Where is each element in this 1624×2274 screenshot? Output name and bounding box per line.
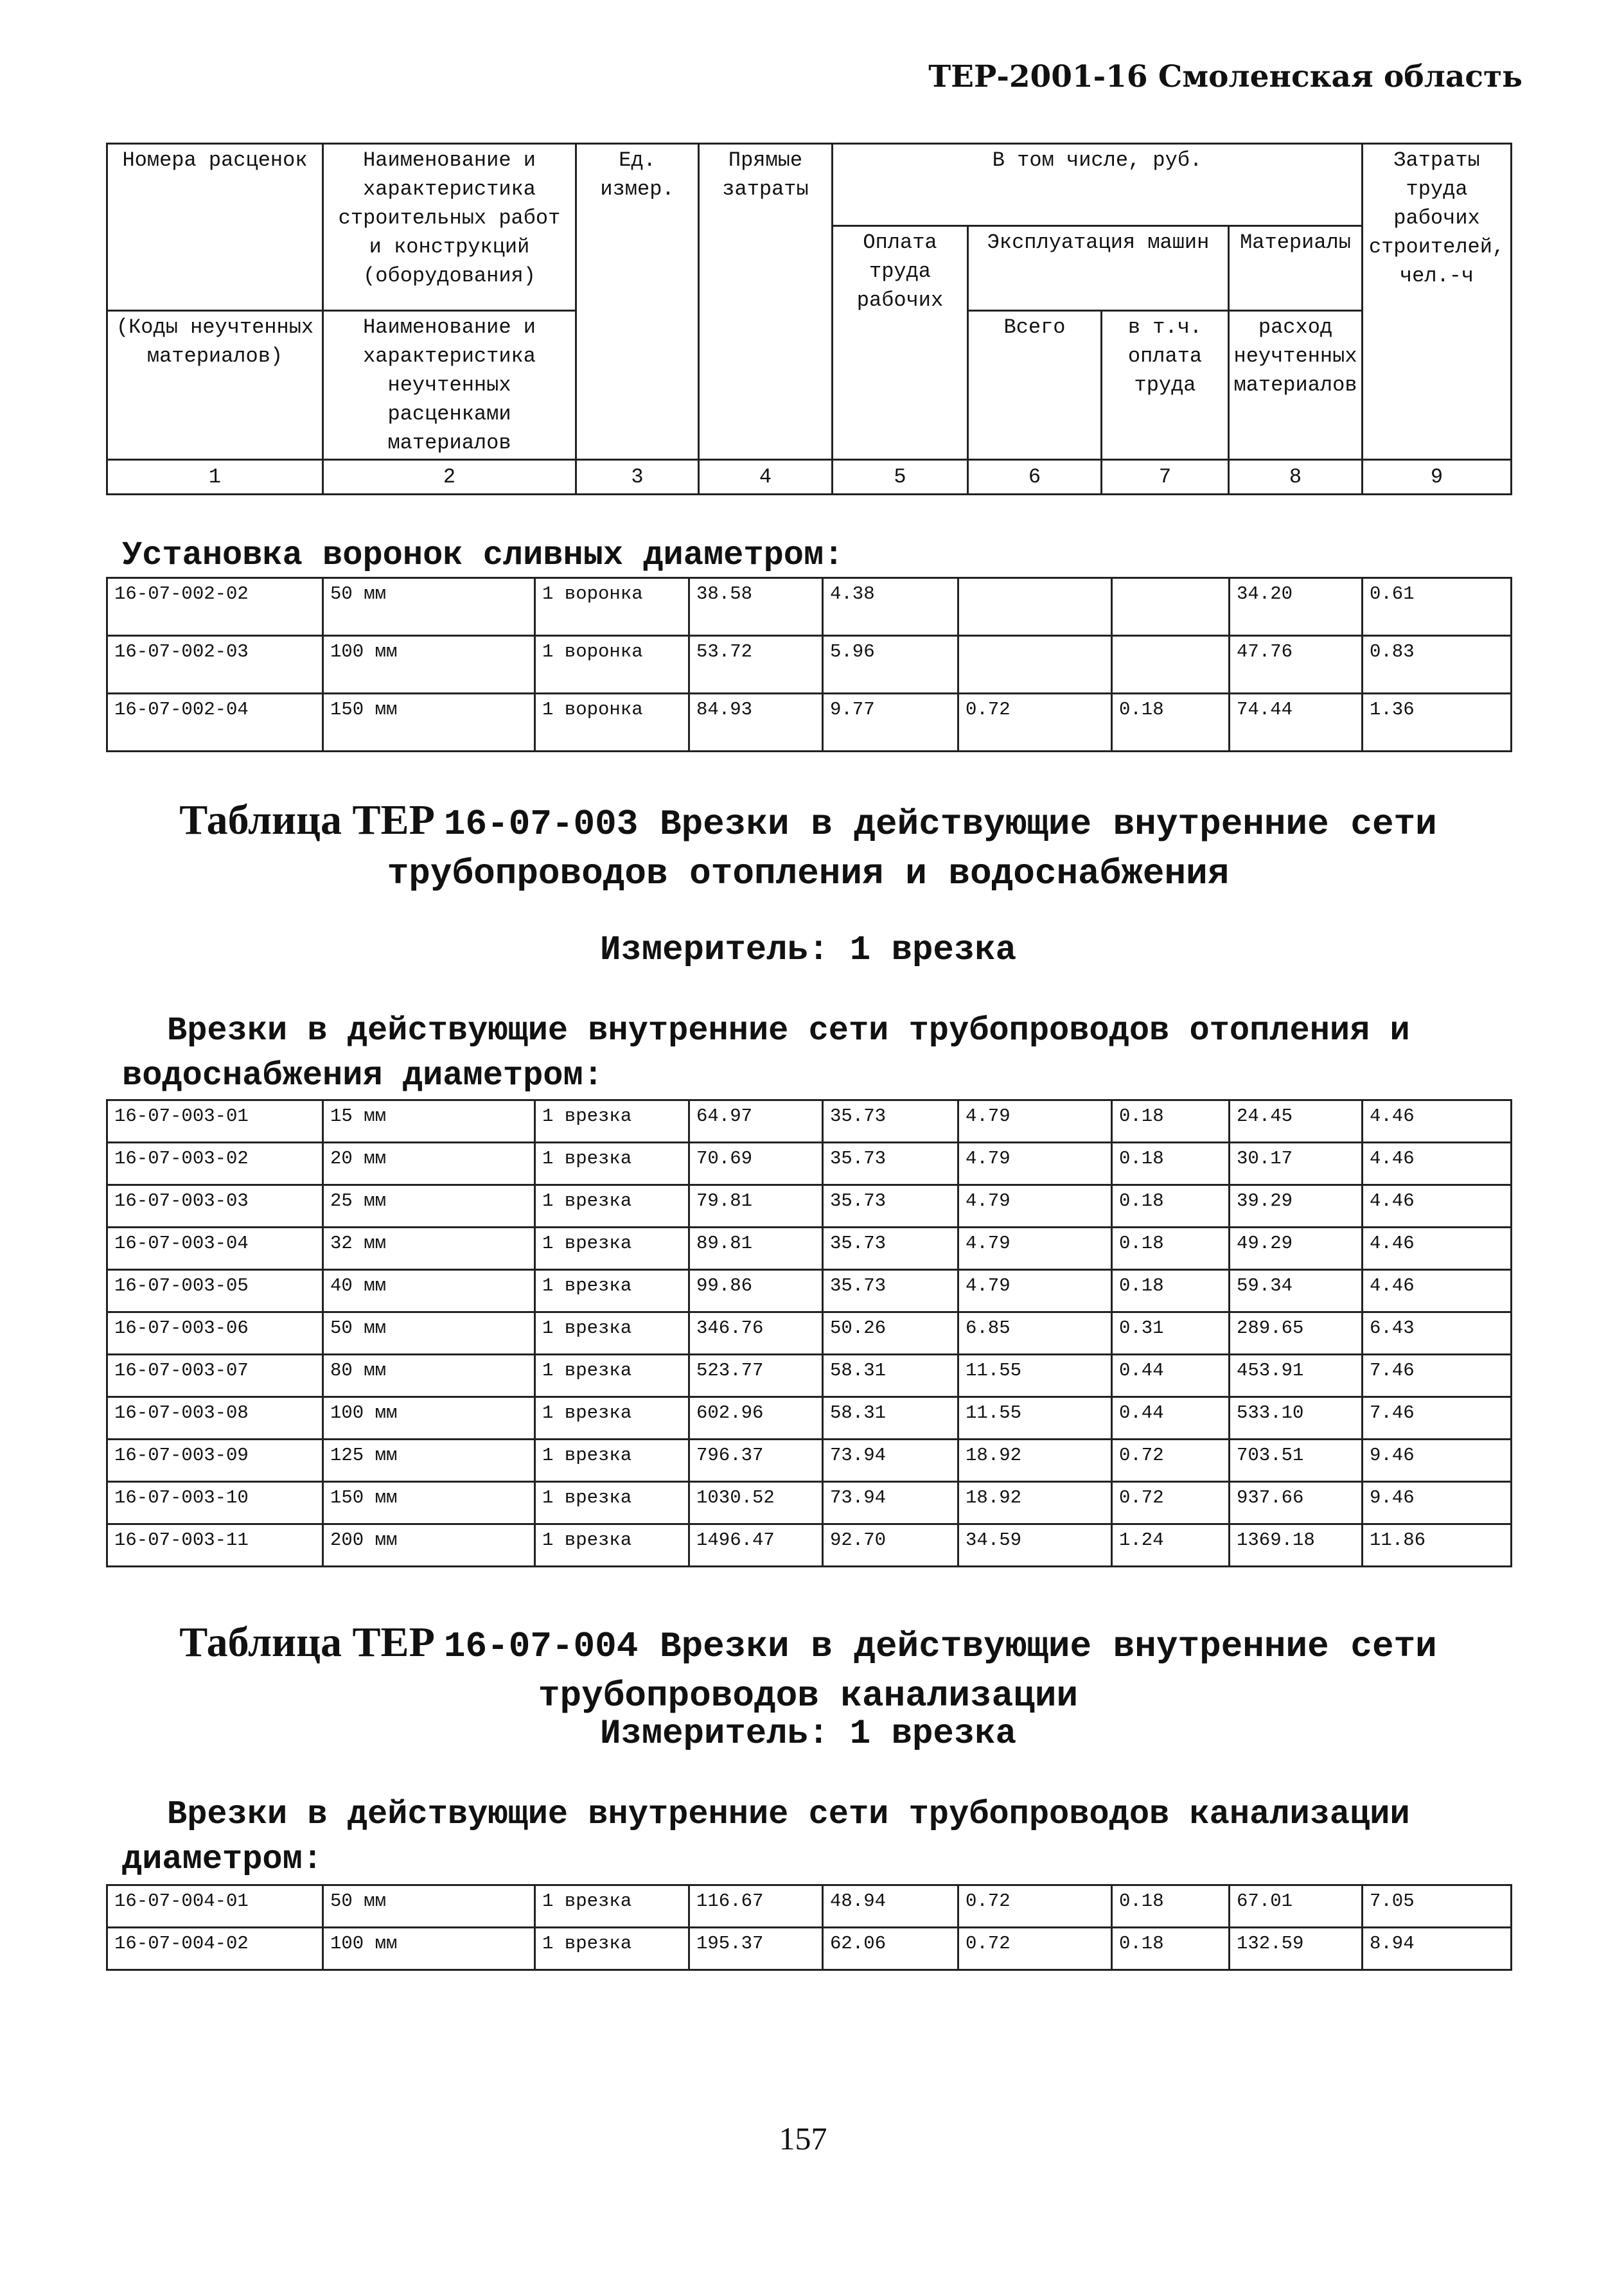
cell-machines-pay: 0.18 [1112, 1185, 1230, 1228]
table-title-prefix: Таблица ТЕР [179, 797, 435, 843]
cell-unit: 1 врезка [535, 1885, 689, 1928]
cell-machines-pay: 0.31 [1112, 1312, 1230, 1355]
col-number: 8 [1229, 460, 1363, 495]
cell-materials: 453.91 [1230, 1355, 1363, 1397]
header-rates-number: Номера расценок [107, 144, 323, 311]
cell-labor: 0.83 [1363, 636, 1512, 694]
cell-code: 16-07-003-04 [107, 1228, 323, 1270]
table-row [107, 1228, 1512, 1270]
cell-machines [958, 636, 1112, 694]
header-unaccounted-name: Наименование и характеристика неучтенных расценками материалов [323, 311, 576, 460]
cell-pay: 4.38 [823, 578, 958, 636]
header-machine-operation: Эксплуатация машин [968, 226, 1229, 311]
cell-code: 16-07-002-02 [107, 578, 323, 636]
header-unaccounted-consumption: расход неучтенных материалов [1229, 311, 1363, 460]
cell-machines: 4.79 [958, 1185, 1112, 1228]
table-row [107, 1482, 1512, 1524]
col-number: 5 [833, 460, 968, 495]
cell-machines-pay: 0.72 [1112, 1482, 1230, 1524]
table-row [107, 1397, 1512, 1440]
cell-materials: 24.45 [1230, 1100, 1363, 1143]
cell-unit: 1 воронка [535, 636, 689, 694]
table-meter: Измеритель: 1 врезка [599, 1714, 1017, 1754]
table-meter: Измеритель: 1 врезка [599, 931, 1017, 970]
cell-name: 32 мм [323, 1228, 535, 1270]
cell-labor: 0.61 [1363, 578, 1512, 636]
cell-code: 16-07-002-04 [107, 694, 323, 752]
cell-code: 16-07-003-10 [107, 1482, 323, 1524]
table-row [107, 1524, 1512, 1567]
cell-name: 100 мм [323, 1397, 535, 1440]
cell-pay: 5.96 [823, 636, 958, 694]
rates-table-002 [106, 577, 1512, 752]
cell-unit: 1 врезка [535, 1185, 689, 1228]
table-title-rest: 16-07-003 Врезки в действующие внутренние сети трубопроводов отопления и водоснабжения [387, 804, 1437, 894]
cell-labor: 6.43 [1363, 1312, 1512, 1355]
section-heading: Установка воронок сливных диаметром: [122, 536, 844, 574]
cell-machines: 0.72 [958, 1928, 1112, 1970]
cell-labor: 7.46 [1363, 1355, 1512, 1397]
cell-code: 16-07-003-08 [107, 1397, 323, 1440]
cell-name: 25 мм [323, 1185, 535, 1228]
table-title-rest: 16-07-004 Врезки в действующие внутренние сети трубопроводов канализации [443, 1626, 1437, 1716]
cell-code: 16-07-003-03 [107, 1185, 323, 1228]
cell-name: 20 мм [323, 1143, 535, 1185]
cell-direct: 70.69 [689, 1143, 823, 1185]
cell-materials: 34.20 [1230, 578, 1363, 636]
cell-machines-pay: 0.18 [1112, 1143, 1230, 1185]
cell-pay: 58.31 [823, 1397, 958, 1440]
cell-materials: 67.01 [1230, 1885, 1363, 1928]
cell-machines-pay: 0.44 [1112, 1355, 1230, 1397]
section-heading: Врезки в действующие внутренние сети трубопроводов отопления и водоснабжения диаметром: [122, 1012, 1410, 1095]
cell-pay: 35.73 [823, 1143, 958, 1185]
cell-materials: 49.29 [1230, 1228, 1363, 1270]
header-incl-labor-pay: в т.ч. оплата труда [1102, 311, 1229, 460]
col-number: 2 [323, 460, 576, 495]
cell-unit: 1 врезка [535, 1143, 689, 1185]
cell-machines-pay [1112, 636, 1230, 694]
cell-direct: 53.72 [689, 636, 823, 694]
col-number: 1 [107, 460, 323, 495]
cell-machines: 18.92 [958, 1440, 1112, 1482]
cell-direct: 84.93 [689, 694, 823, 752]
cell-machines: 11.55 [958, 1355, 1112, 1397]
cell-unit: 1 врезка [535, 1397, 689, 1440]
cell-direct: 1496.47 [689, 1524, 823, 1567]
cell-name: 15 мм [323, 1100, 535, 1143]
col-number: 6 [968, 460, 1102, 495]
cell-direct: 89.81 [689, 1228, 823, 1270]
col-number: 9 [1363, 460, 1512, 495]
cell-code: 16-07-003-11 [107, 1524, 323, 1567]
cell-pay: 35.73 [823, 1100, 958, 1143]
cell-direct: 64.97 [689, 1100, 823, 1143]
cell-machines-pay: 0.18 [1112, 694, 1230, 752]
cell-machines: 0.72 [958, 1885, 1112, 1928]
cell-machines-pay: 0.72 [1112, 1440, 1230, 1482]
cell-machines-pay: 0.18 [1112, 1928, 1230, 1970]
cell-labor: 4.46 [1363, 1228, 1512, 1270]
cell-pay: 35.73 [823, 1270, 958, 1312]
table-row [107, 1312, 1512, 1355]
cell-labor: 9.46 [1363, 1440, 1512, 1482]
cell-materials: 74.44 [1230, 694, 1363, 752]
table-row [107, 636, 1512, 694]
cell-labor: 4.46 [1363, 1270, 1512, 1312]
cell-materials: 533.10 [1230, 1397, 1363, 1440]
cell-materials: 132.59 [1230, 1928, 1363, 1970]
cell-pay: 50.26 [823, 1312, 958, 1355]
cell-pay: 92.70 [823, 1524, 958, 1567]
cell-pay: 9.77 [823, 694, 958, 752]
cell-machines: 34.59 [958, 1524, 1112, 1567]
table-title [106, 1619, 1510, 1720]
cell-name: 50 мм [323, 1312, 535, 1355]
cell-name: 200 мм [323, 1524, 535, 1567]
col-number: 3 [576, 460, 699, 495]
cell-unit: 1 врезка [535, 1270, 689, 1312]
cell-machines [958, 578, 1112, 636]
cell-direct: 346.76 [689, 1312, 823, 1355]
cell-machines: 11.55 [958, 1397, 1112, 1440]
section-heading: Врезки в действующие внутренние сети трубопроводов канализации диаметром: [122, 1795, 1410, 1878]
cell-machines: 4.79 [958, 1143, 1112, 1185]
rates-table-003 [106, 1099, 1512, 1567]
header-name-characteristic: Наименование и характеристика строительных работ и конструкций (оборудования) [323, 144, 576, 311]
page-number: 157 [779, 2120, 827, 2156]
cell-direct: 116.67 [689, 1885, 823, 1928]
cell-unit: 1 врезка [535, 1355, 689, 1397]
cell-name: 100 мм [323, 1928, 535, 1970]
cell-materials: 703.51 [1230, 1440, 1363, 1482]
cell-name: 80 мм [323, 1355, 535, 1397]
cell-code: 16-07-004-01 [107, 1885, 323, 1928]
cell-unit: 1 врезка [535, 1928, 689, 1970]
cell-unit: 1 воронка [535, 694, 689, 752]
cell-direct: 195.37 [689, 1928, 823, 1970]
cell-name: 125 мм [323, 1440, 535, 1482]
cell-machines: 4.79 [958, 1228, 1112, 1270]
cell-materials: 59.34 [1230, 1270, 1363, 1312]
table-row [107, 1185, 1512, 1228]
cell-unit: 1 врезка [535, 1312, 689, 1355]
cell-unit: 1 врезка [535, 1524, 689, 1567]
cell-machines-pay: 0.18 [1112, 1228, 1230, 1270]
cell-machines-pay: 0.18 [1112, 1885, 1230, 1928]
cell-pay: 48.94 [823, 1885, 958, 1928]
header-including: В том числе, руб. [833, 144, 1363, 226]
col-number: 4 [699, 460, 833, 495]
cell-unit: 1 врезка [535, 1100, 689, 1143]
cell-direct: 79.81 [689, 1185, 823, 1228]
cell-pay: 73.94 [823, 1440, 958, 1482]
col-number: 7 [1102, 460, 1229, 495]
cell-labor: 8.94 [1363, 1928, 1512, 1970]
cell-pay: 35.73 [823, 1185, 958, 1228]
table-row [107, 1928, 1512, 1970]
table-title-prefix: Таблица ТЕР [179, 1619, 435, 1666]
table-row [107, 1270, 1512, 1312]
cell-machines-pay [1112, 578, 1230, 636]
cell-labor: 7.05 [1363, 1885, 1512, 1928]
header-unaccounted-codes: (Коды неучтенных материалов) [107, 311, 323, 460]
cell-materials: 30.17 [1230, 1143, 1363, 1185]
cell-pay: 73.94 [823, 1482, 958, 1524]
cell-code: 16-07-003-06 [107, 1312, 323, 1355]
cell-machines: 18.92 [958, 1482, 1112, 1524]
cell-pay: 58.31 [823, 1355, 958, 1397]
cell-direct: 523.77 [689, 1355, 823, 1397]
header-worker-pay: Оплата труда рабочих [833, 226, 968, 460]
cell-labor: 4.46 [1363, 1143, 1512, 1185]
header-total: Всего [968, 311, 1102, 460]
cell-materials: 937.66 [1230, 1482, 1363, 1524]
table-row [107, 578, 1512, 636]
cell-direct: 99.86 [689, 1270, 823, 1312]
cell-unit: 1 врезка [535, 1482, 689, 1524]
header-unit: Ед. измер. [576, 144, 699, 460]
cell-code: 16-07-003-07 [107, 1355, 323, 1397]
cell-name: 40 мм [323, 1270, 535, 1312]
cell-direct: 38.58 [689, 578, 823, 636]
cell-machines-pay: 0.44 [1112, 1397, 1230, 1440]
header-materials: Материалы [1229, 226, 1363, 311]
cell-labor: 11.86 [1363, 1524, 1512, 1567]
cell-machines: 6.85 [958, 1312, 1112, 1355]
cell-direct: 796.37 [689, 1440, 823, 1482]
cell-machines: 4.79 [958, 1270, 1112, 1312]
cell-labor: 4.46 [1363, 1185, 1512, 1228]
cell-labor: 9.46 [1363, 1482, 1512, 1524]
cell-materials: 289.65 [1230, 1312, 1363, 1355]
cell-unit: 1 врезка [535, 1228, 689, 1270]
table-row [107, 1100, 1512, 1143]
cell-direct: 1030.52 [689, 1482, 823, 1524]
cell-materials: 1369.18 [1230, 1524, 1363, 1567]
cell-machines: 0.72 [958, 694, 1112, 752]
page-header: ТЕР-2001-16 Смоленская область [928, 59, 1522, 94]
cell-name: 100 мм [323, 636, 535, 694]
rates-table-004 [106, 1884, 1512, 1971]
cell-unit: 1 воронка [535, 578, 689, 636]
cell-code: 16-07-003-05 [107, 1270, 323, 1312]
table-row [107, 1143, 1512, 1185]
cell-name: 50 мм [323, 578, 535, 636]
cell-code: 16-07-003-09 [107, 1440, 323, 1482]
cell-labor: 7.46 [1363, 1397, 1512, 1440]
cell-name: 150 мм [323, 694, 535, 752]
cell-code: 16-07-004-02 [107, 1928, 323, 1970]
cell-name: 150 мм [323, 1482, 535, 1524]
table-row [107, 1885, 1512, 1928]
column-header-table [106, 143, 1512, 495]
cell-machines-pay: 0.18 [1112, 1100, 1230, 1143]
cell-direct: 602.96 [689, 1397, 823, 1440]
cell-machines-pay: 0.18 [1112, 1270, 1230, 1312]
cell-pay: 62.06 [823, 1928, 958, 1970]
table-title [106, 797, 1510, 897]
cell-code: 16-07-003-02 [107, 1143, 323, 1185]
cell-machines-pay: 1.24 [1112, 1524, 1230, 1567]
cell-labor: 1.36 [1363, 694, 1512, 752]
cell-unit: 1 врезка [535, 1440, 689, 1482]
cell-code: 16-07-003-01 [107, 1100, 323, 1143]
cell-materials: 39.29 [1230, 1185, 1363, 1228]
cell-pay: 35.73 [823, 1228, 958, 1270]
cell-machines: 4.79 [958, 1100, 1112, 1143]
header-labor-costs: Затраты труда рабочих строителей, чел.-ч [1363, 144, 1512, 460]
table-row [107, 1440, 1512, 1482]
table-row [107, 694, 1512, 752]
cell-materials: 47.76 [1230, 636, 1363, 694]
table-row [107, 1355, 1512, 1397]
cell-code: 16-07-002-03 [107, 636, 323, 694]
header-direct-costs: Прямые затраты [699, 144, 833, 460]
cell-labor: 4.46 [1363, 1100, 1512, 1143]
cell-name: 50 мм [323, 1885, 535, 1928]
